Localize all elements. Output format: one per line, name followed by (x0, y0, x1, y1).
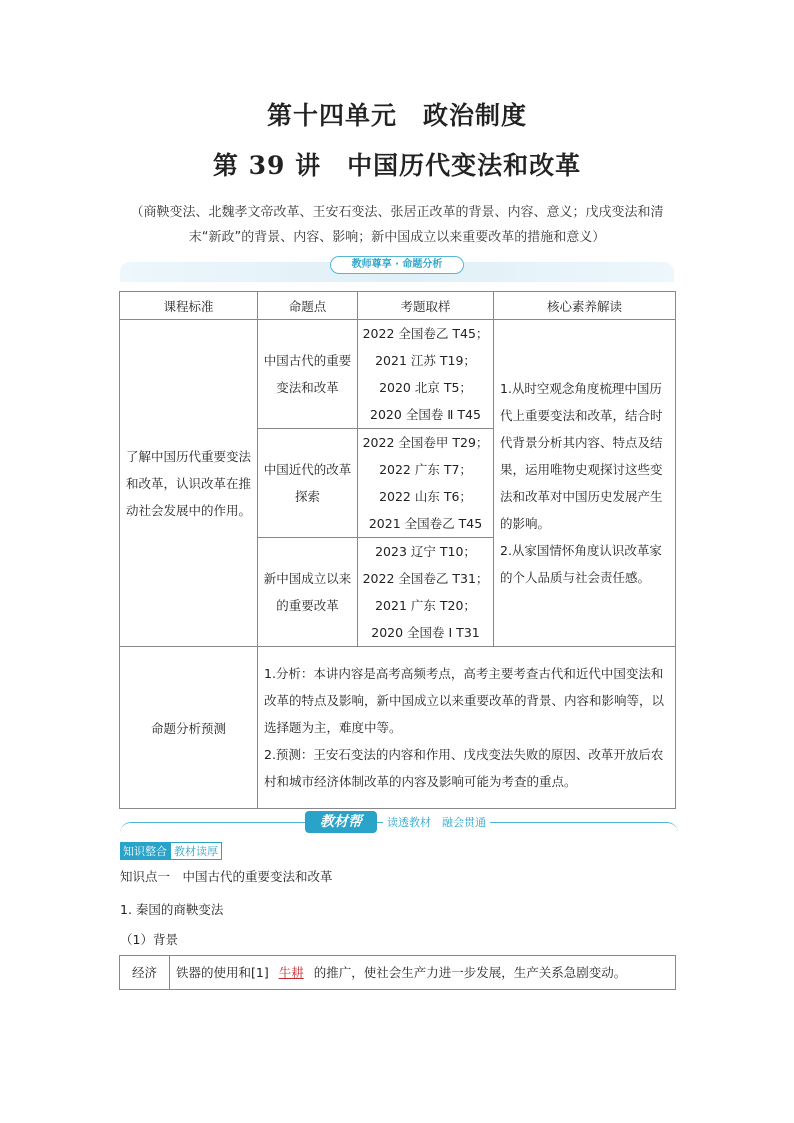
header-literacy: 核心素养解读 (494, 292, 676, 320)
header-samples: 考题取样 (358, 292, 494, 320)
samples-cell (358, 320, 494, 429)
knowledge-point-title: 知识点一 中国古代的重要变法和改革 (120, 869, 333, 884)
literacy-item-1: 1.从时空观念角度梳理中国历代上重要变法和改革，结合时代背景分析其内容、特点及结果，运用唯物史观探讨这些变法和改革对中国历史发展产生的影响。 (500, 381, 663, 531)
section-tags (120, 842, 222, 860)
section-heading: 1. 秦国的商鞅变法 (120, 902, 224, 917)
sample-item: 2022 全国卷甲 T29； (362, 435, 489, 450)
table-row (120, 320, 676, 429)
point-cell: 新中国成立以来的重要改革 (258, 538, 358, 647)
sample-item: 2020 全国卷 Ⅱ T45 (370, 407, 481, 422)
sample-item: 2021 广东 T20； (375, 598, 476, 613)
header-curriculum: 课程标准 (120, 292, 258, 320)
table-header-row (120, 292, 676, 320)
sample-item: 2020 全国卷 Ⅰ T31 (371, 625, 480, 640)
forecast-label: 命题分析预测 (120, 647, 258, 809)
tag-knowledge: 知识整合 (120, 842, 170, 860)
sample-item: 2021 江苏 T19； (375, 353, 476, 368)
background-table (119, 955, 676, 990)
sample-item: 2022 广东 T7； (379, 462, 472, 477)
sample-item: 2020 北京 T5； (379, 380, 472, 395)
textbook-banner-label: 教材帮 (305, 811, 377, 833)
curriculum-cell: 了解中国历代重要变法和改革，认识改革在推动社会发展中的作用。 (120, 320, 258, 647)
sample-item: 2023 辽宁 T10； (375, 544, 476, 559)
header-point: 命题点 (258, 292, 358, 320)
teacher-banner-label: 教师尊享 · 命题分析 (330, 256, 464, 274)
forecast-cell (258, 647, 676, 809)
forecast-analysis: 1.分析：本讲内容是高考高频考点，高考主要考查古代和近代中国变法和改革的特点及影响，新中国成立以来重要改革的背景、内容和影响等，以选择题为主，难度中等。 (264, 666, 665, 735)
unit-title: 第十四单元 政治制度 (266, 101, 527, 130)
econ-text (170, 956, 676, 990)
subsection-heading: （1）背景 (120, 932, 178, 947)
sample-item: 2021 全国卷乙 T45 (368, 516, 483, 531)
sample-item: 2022 全国卷乙 T45； (362, 326, 489, 341)
econ-label: 经济 (120, 956, 170, 990)
sample-item: 2022 全国卷乙 T31； (362, 571, 489, 586)
literacy-cell (494, 320, 676, 647)
literacy-item-2: 2.从家国情怀角度认识改革家的个人品质与社会责任感。 (500, 543, 662, 585)
table-row (120, 956, 676, 990)
point-cell: 中国古代的重要变法和改革 (258, 320, 358, 429)
answer-blank: 牛耕 (278, 965, 304, 980)
forecast-prediction: 2.预测：王安石变法的内容和作用、戊戌变法失败的原因、改革开放后农村和城市经济体制改革的内容及影响可能为考查的重点。 (264, 747, 664, 789)
point-cell: 中国近代的改革探索 (258, 429, 358, 538)
samples-cell (358, 429, 494, 538)
samples-cell (358, 538, 494, 647)
proposition-analysis-table (119, 291, 676, 809)
table-row (120, 647, 676, 809)
tag-textbook: 教材读厚 (170, 842, 222, 860)
lesson-subtitle: （商鞅变法、北魏孝文帝改革、王安石变法、张居正改革的背景、内容、意义；戊戌变法和清末“新政”的背景、内容、影响；新中国成立以来重要改革的措施和意义） (130, 205, 664, 245)
textbook-banner-sub: 读透教材 融会贯通 (383, 814, 490, 830)
sample-item: 2022 山东 T6； (379, 489, 472, 504)
econ-text-post: 的推广，使社会生产力进一步发展，生产关系急剧变动。 (313, 965, 627, 980)
lesson-title: 第 39 讲 中国历代变法和改革 (212, 151, 582, 180)
econ-text-pre: 铁器的使用和[1] (176, 965, 269, 980)
